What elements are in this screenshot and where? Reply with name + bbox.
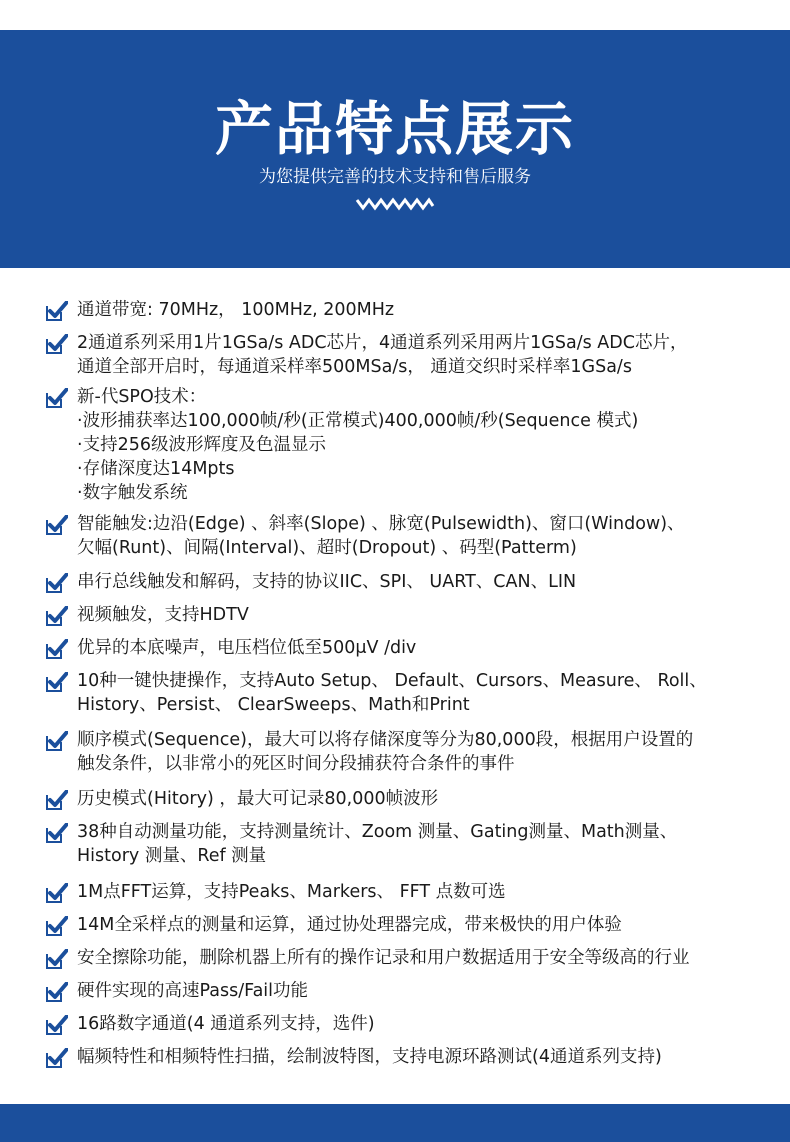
feature-line: 2通道系列采用1片1GSa/s ADC芯片，4通道系列采用两片1GSa/s ADC芯片， xyxy=(77,333,688,353)
feature-text xyxy=(77,570,782,594)
feature-text xyxy=(77,512,782,560)
feature-text xyxy=(77,946,782,970)
feature-line: 触发条件，以非常小的死区时间分段捕获符合条件的事件 xyxy=(77,754,515,774)
zigzag-wave-icon xyxy=(355,196,435,212)
page-title: 产品特点展示 xyxy=(214,95,575,163)
feature-line: 历史模式(Hitory) ，最大可记录80,000帧波形 xyxy=(77,789,439,809)
feature-line: ·存储深度达14Mpts xyxy=(77,459,235,479)
feature-text xyxy=(77,787,782,811)
feature-line: History、Persist、 ClearSweeps、Math和Print xyxy=(77,695,470,715)
feature-line: 1M点FFT运算，支持Peaks、Markers、 FFT 点数可选 xyxy=(77,882,506,902)
feature-line: 10种一键快捷操作，支持Auto Setup、 Default、Cursors、Measure、 Roll、 xyxy=(77,671,707,691)
feature-line: 38种自动测量功能，支持测量统计、Zoom 测量、Gating测量、Math测量、 xyxy=(77,822,678,842)
feature-text xyxy=(77,669,782,717)
checkmark-icon xyxy=(46,301,68,321)
checkmark-icon xyxy=(46,606,68,626)
checkmark-icon xyxy=(46,823,68,843)
feature-line: 14M全采样点的测量和运算，通过协处理器完成，带来极快的用户体验 xyxy=(77,915,622,935)
top-margin xyxy=(0,0,790,30)
feature-text xyxy=(77,298,782,322)
feature-line: ·数字触发系统 xyxy=(77,483,188,503)
feature-line: History 测量、Ref 测量 xyxy=(77,846,267,866)
feature-line: 通道带宽: 70MHz， 100MHz, 200MHz xyxy=(77,300,395,320)
feature-line: 新-代SPO技术： xyxy=(77,387,207,407)
checkmark-icon xyxy=(46,1015,68,1035)
feature-line: 16路数字通道(4 通道系列支持，选件) xyxy=(77,1014,375,1034)
feature-text xyxy=(77,913,782,937)
feature-text xyxy=(77,603,782,627)
checkmark-icon xyxy=(46,1048,68,1068)
feature-text xyxy=(77,820,782,868)
checkmark-icon xyxy=(46,573,68,593)
page-subtitle: 为您提供完善的技术支持和售后服务 xyxy=(259,167,531,187)
checkmark-icon xyxy=(46,515,68,535)
feature-line: 幅频特性和相频特性扫描，绘制波特图，支持电源环路测试(4通道系列支持) xyxy=(77,1047,662,1067)
feature-line: 视频触发，支持HDTV xyxy=(77,605,249,625)
feature-text xyxy=(77,385,782,505)
feature-line: 硬件实现的高速Pass/Fail功能 xyxy=(77,981,309,1001)
checkmark-icon xyxy=(46,883,68,903)
feature-text xyxy=(77,1012,782,1036)
feature-text xyxy=(77,1045,782,1069)
checkmark-icon xyxy=(46,639,68,659)
feature-text xyxy=(77,331,782,379)
checkmark-icon xyxy=(46,731,68,751)
checkmark-icon xyxy=(46,672,68,692)
checkmark-icon xyxy=(46,790,68,810)
feature-text xyxy=(77,636,782,660)
checkmark-icon xyxy=(46,949,68,969)
footer-bar xyxy=(0,1104,790,1142)
feature-line: 欠幅(Runt)、间隔(Interval)、超时(Dropout) 、码型(Patterm) xyxy=(77,538,577,558)
feature-line: 安全擦除功能，删除机器上所有的操作记录和用户数据适用于安全等级高的行业 xyxy=(77,948,690,968)
feature-line: ·波形捕获率达100,000帧/秒(正常模式)400,000帧/秒(Sequence 模式) xyxy=(77,411,639,431)
checkmark-icon xyxy=(46,982,68,1002)
feature-line: 通道全部开启时，每通道采样率500MSa/s， 通道交织时采样率1GSa/s xyxy=(77,357,632,377)
feature-text xyxy=(77,880,782,904)
feature-line: 串行总线触发和解码，支持的协议IIC、SPI、 UART、CAN、LIN xyxy=(77,572,577,592)
feature-line: ·支持256级波形辉度及色温显示 xyxy=(77,435,326,455)
feature-text xyxy=(77,979,782,1003)
feature-line: 智能触发:边沿(Edge) 、斜率(Slope) 、脉宽(Pulsewidth)、窗口(Window)、 xyxy=(77,514,685,534)
checkmark-icon xyxy=(46,388,68,408)
feature-line: 顺序模式(Sequence)，最大可以将存储深度等分为80,000段，根据用户设置的 xyxy=(77,730,694,750)
feature-text xyxy=(77,728,782,776)
feature-line: 优异的本底噪声，电压档位低至500μV /div xyxy=(77,638,417,658)
checkmark-icon xyxy=(46,334,68,354)
checkmark-icon xyxy=(46,916,68,936)
